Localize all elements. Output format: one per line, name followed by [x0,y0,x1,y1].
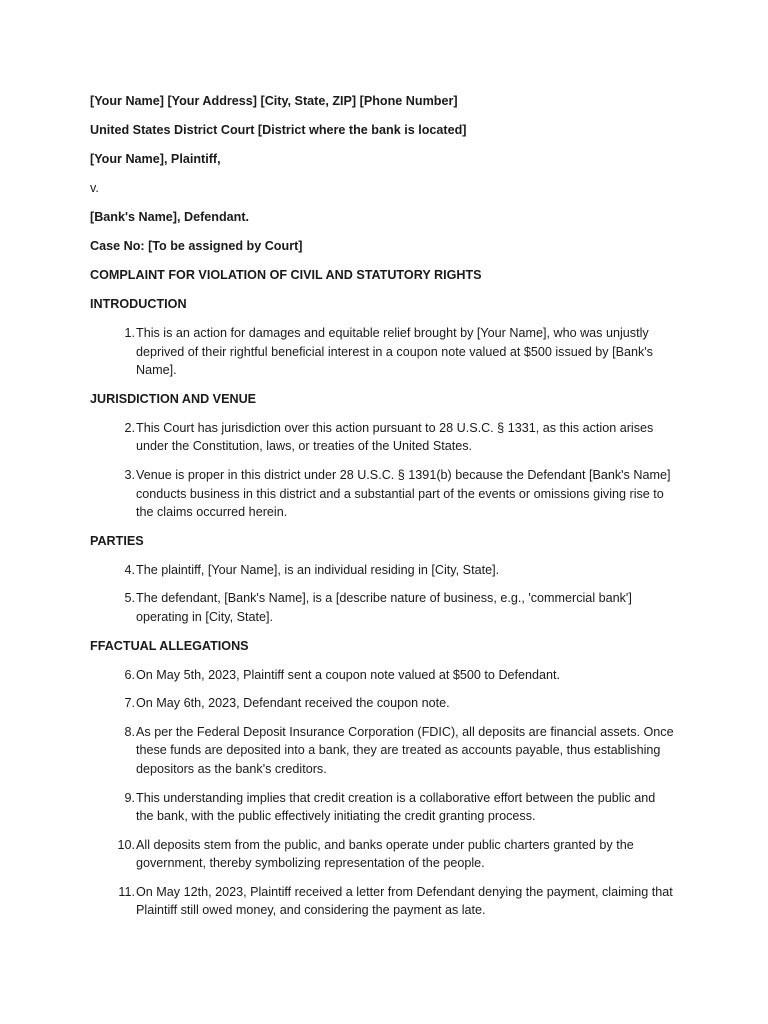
item-number: 6. [124,667,135,682]
section-heading-jurisdiction: JURISDICTION AND VENUE [90,391,257,406]
list-item [90,324,675,380]
defendant-line: [Bank's Name], Defendant. [90,210,250,224]
item-text: On May 5th, 2023, Plaintiff sent a coupon note valued at $500 to Defendant. [136,667,561,682]
item-number: 9. [124,790,135,805]
item-text: All deposits stem from the public, and banks operate under public charters granted by the government, thereby symbolizing representation of the people. [136,837,634,871]
item-number: 8. [124,724,135,739]
list-item [90,789,675,826]
list-item [90,883,675,920]
section-heading-introduction: INTRODUCTION [90,297,187,311]
item-number: 1. [124,326,135,340]
item-number: 4. [124,562,135,577]
list-item [90,723,675,779]
item-number: 10. [117,837,135,852]
versus-line: v. [90,181,99,195]
court-line: United States District Court [District where the bank is located] [90,123,467,137]
list-item [90,694,675,713]
item-text: This Court has jurisdiction over this action pursuant to 28 U.S.C. § 1331, as this action arises under the Constitution, laws, or treaties of the United States. [136,420,654,454]
item-text: Venue is proper in this district under 28 U.S.C. § 1391(b) because the Defendant [Bank's Name] conducts business in this district and a substantial part of the events or omissions giving rise to the claims occurred herein. [136,467,671,520]
list-item [90,466,675,522]
plaintiff-line: [Your Name], Plaintiff, [90,152,221,166]
section-heading-factual-allegations: FFACTUAL ALLEGATIONS [90,638,249,653]
item-text: On May 12th, 2023, Plaintiff received a letter from Defendant denying the payment, claiming that Plaintiff still owed money, and considering the payment as late. [136,884,673,918]
item-number: 11. [118,884,135,899]
item-text: This is an action for damages and equitable relief brought by [Your Name], who was unjustly deprived of their rightful beneficial interest in a coupon note valued at $500 issued by [Bank's Name]. [136,326,653,378]
complaint-document [90,92,675,930]
list-item [90,561,675,580]
item-number: 5. [124,591,135,606]
contact-line: [Your Name] [Your Address] [City, State, ZIP] [Phone Number] [90,94,458,108]
list-item [90,419,675,456]
case-number: Case No: [To be assigned by Court] [90,239,303,253]
item-text: As per the Federal Deposit Insurance Corporation (FDIC), all deposits are financial assets. Once these funds are deposited into a bank, they are treated as accounts payable, thus establishing depositors as the bank's creditors. [136,724,674,776]
item-text: The defendant, [Bank's Name], is a [describe nature of business, e.g., 'commercial bank'] operating in [City, State]. [136,591,632,624]
item-number: 7. [124,696,135,711]
item-number: 3. [124,467,135,482]
item-text: On May 6th, 2023, Defendant received the coupon note. [136,696,450,711]
document-title: COMPLAINT FOR VIOLATION OF CIVIL AND STATUTORY RIGHTS [90,268,482,282]
list-item [90,589,675,626]
list-item [90,836,675,873]
list-item [90,666,675,685]
section-heading-parties: PARTIES [90,533,144,548]
item-number: 2. [124,420,135,435]
item-text: This understanding implies that credit creation is a collaborative effort between the public and the bank, with the public effectively initiating the credit granting process. [136,790,656,824]
item-text: The plaintiff, [Your Name], is an individual residing in [City, State]. [136,562,500,577]
